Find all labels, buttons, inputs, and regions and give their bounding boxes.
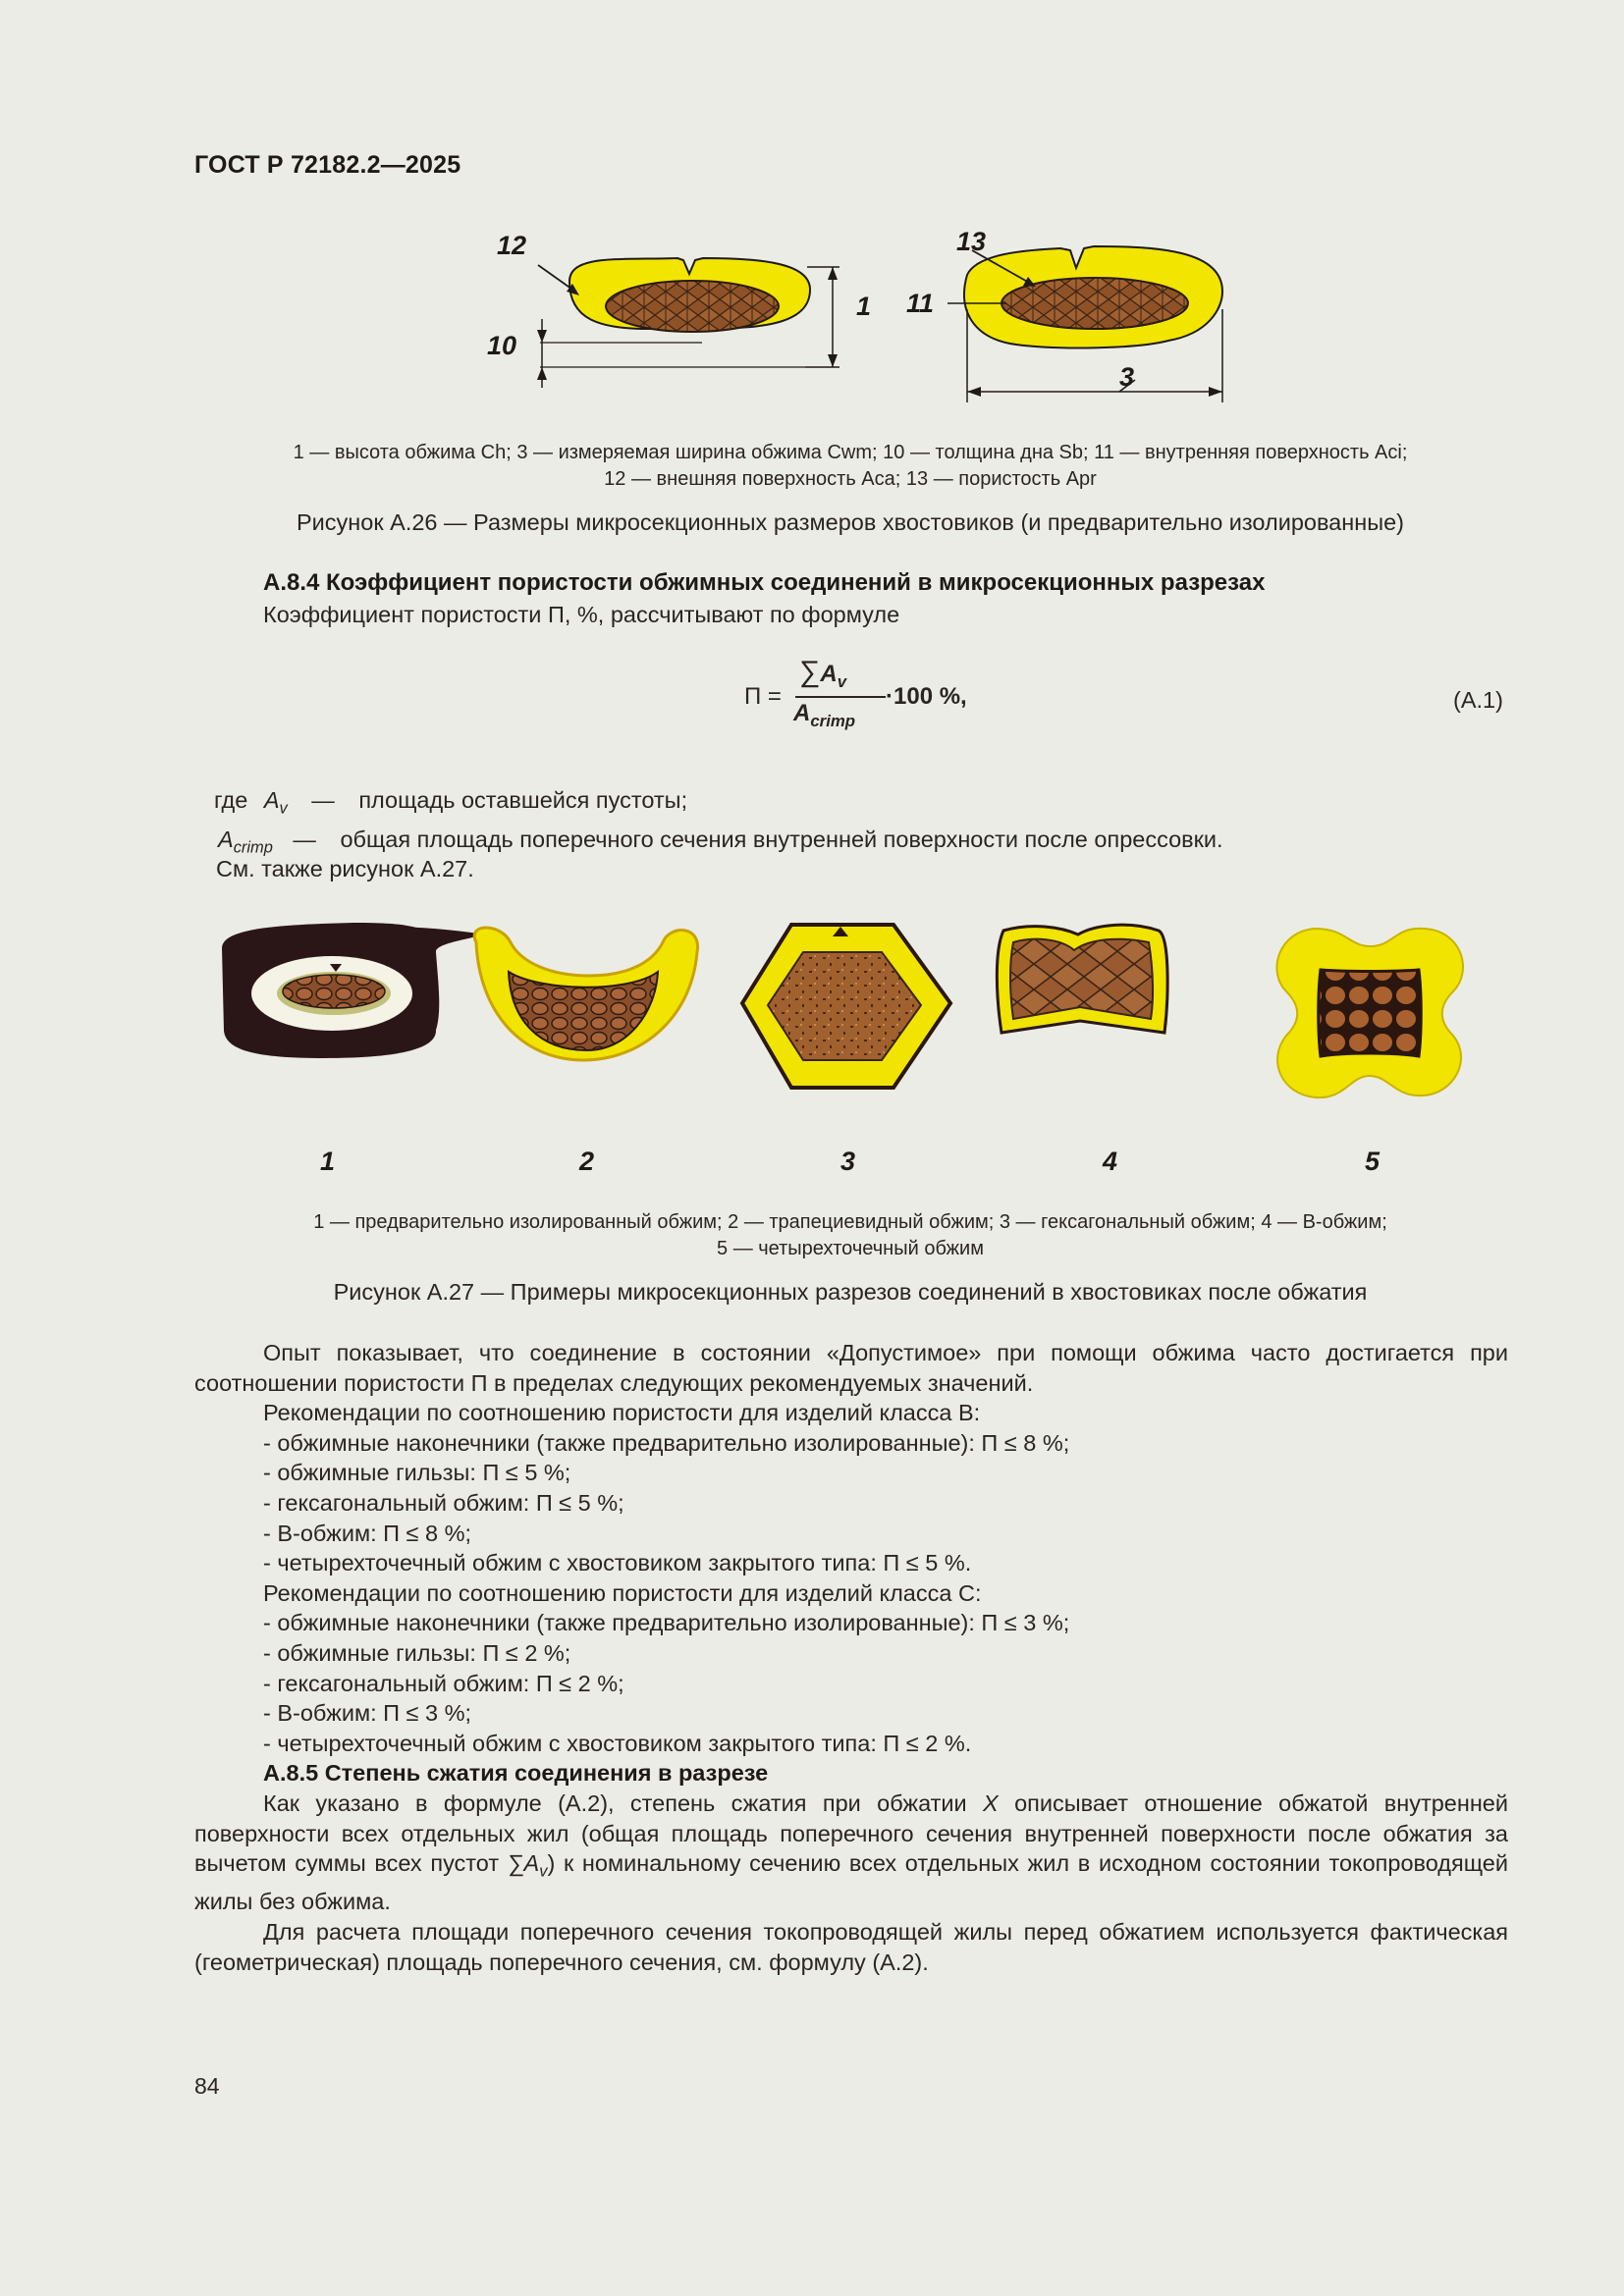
callout-1: 1 <box>856 292 872 321</box>
section-a84-heading: А.8.4 Коэффициент пористости обжимных соединений в микросекционных разрезах <box>263 569 1266 596</box>
example-number-3: 3 <box>840 1147 856 1176</box>
class-b-item: - четырехточечный обжим с хвостовиком закрытого типа: П ≤ 5 %. <box>263 1550 972 1576</box>
callout-13: 13 <box>956 227 987 256</box>
section-a84-intro: Коэффициент пористости П, %, рассчитывают по формуле <box>263 602 900 627</box>
class-b-title: Рекомендации по соотношению пористости для изделий класса В: <box>263 1400 981 1426</box>
class-b-item: - гексагональный обжим: П ≤ 5 %; <box>263 1489 624 1516</box>
class-b-item: - В-обжим: П ≤ 8 %; <box>263 1520 472 1546</box>
figure-a26-legend-line-2: 12 — внешняя поверхность Aca; 13 — пористость Apr <box>604 468 1097 490</box>
see-also: См. также рисунок А.27. <box>216 856 474 881</box>
formula-lhs: П = <box>744 683 782 710</box>
figure-a27-legend-line-1: 1 — предварительно изолированный обжим; 2 — трапециевидный обжим; 3 — гексагональный обжим; 4 — В-обжим; <box>313 1211 1387 1233</box>
class-b-item: - обжимные наконечники (также предварительно изолированные): П ≤ 8 %; <box>263 1429 1070 1456</box>
crimp-cross-section-right <box>947 246 1222 402</box>
callout-10: 10 <box>487 331 517 360</box>
figure-a27-caption: Рисунок А.27 — Примеры микросекционных разрезов соединений в хвостовиках после обжатия <box>333 1279 1368 1305</box>
figure-a27-legend-line-2: 5 — четырехточечный обжим <box>717 1238 984 1259</box>
where-label: где <box>214 787 248 813</box>
formula-number: (А.1) <box>1453 687 1503 713</box>
figure-a26-caption: Рисунок А.26 — Размеры микросекционных размеров хвостовиков (и предварительно изолированные) <box>296 509 1404 535</box>
definition-acrimp: $A_{crimp}$ — общая площадь поперечного сечения внутренней поверхности после опрессовки. <box>218 827 1223 857</box>
formula-numerator: $\sum A_v$ <box>799 656 847 691</box>
definition-av: где $A_v$ — площадь оставшейся пустоты; <box>214 787 688 818</box>
crimp-example-4-b-crimp <box>997 925 1167 1033</box>
callout-11: 11 <box>906 289 935 318</box>
formula-a1 <box>744 656 1000 744</box>
class-c-item: - обжимные гильзы: П ≤ 2 %; <box>263 1639 571 1666</box>
paragraph-compression: Как указано в формуле (А.2), степень сжатия при обжатии X описывает отношение обжатой внутренней поверхности всех отдельных жил (общая площадь поперечного сечения внутренней поверхности после обжатия за вычетом суммы всех пустот $\sum A_v$) к номинальному сечению всех отдельных жил в исходном состоянии токопроводящей жилы без обжима. <box>194 1789 1508 1915</box>
class-c-item: - гексагональный обжим: П ≤ 2 %; <box>263 1670 624 1696</box>
example-number-5: 5 <box>1365 1147 1380 1176</box>
figure-a26-legend-line-1: 1 — высота обжима Ch; 3 — измеряемая ширина обжима Cwm; 10 — толщина дна Sb; 11 — внутренняя поверхность Aci; <box>293 442 1408 463</box>
figure-a27 <box>216 913 1492 1188</box>
body-text <box>194 1338 1508 1977</box>
callout-3: 3 <box>1119 362 1135 392</box>
class-c-item: - четырехточечный обжим с хвостовиком закрытого типа: П ≤ 2 %. <box>263 1730 972 1756</box>
crimp-example-1-pre-insulated <box>222 923 479 1058</box>
example-number-2: 2 <box>579 1147 595 1176</box>
document-header: ГОСТ Р 72182.2—2025 <box>194 151 461 179</box>
example-number-4: 4 <box>1103 1147 1118 1176</box>
paragraph-experience: Опыт показывает, что соединение в состоянии «Допустимое» при помощи обжима часто достигается при соотношении пористости П в пределах следующих рекомендуемых значений. <box>194 1340 1508 1396</box>
figure-a26 <box>471 221 1257 407</box>
page-number: 84 <box>194 2073 220 2099</box>
class-c-item: - В-обжим: П ≤ 3 %; <box>263 1700 472 1727</box>
example-number-1: 1 <box>320 1147 336 1176</box>
section-a85-heading: А.8.5 Степень сжатия соединения в разрезе <box>263 1760 769 1787</box>
paragraph-geometric-area: Для расчета площади поперечного сечения токопроводящей жилы перед обжатием используется фактическая (геометрическая) площадь поперечного сечения, см. формулу (А.2). <box>194 1918 1508 1975</box>
crimp-example-3-hexagonal <box>742 925 950 1088</box>
class-c-item: - обжимные наконечники (также предварительно изолированные): П ≤ 3 %; <box>263 1610 1070 1636</box>
formula-denominator: $A_{crimp}$ <box>793 700 856 730</box>
sum-symbol: ∑ <box>799 656 821 688</box>
crimp-cross-section-left <box>537 258 839 388</box>
fraction-bar <box>795 696 886 698</box>
crimp-example-5-four-point <box>1276 929 1463 1097</box>
class-c-title: Рекомендации по соотношению пористости для изделий класса С: <box>263 1579 982 1606</box>
figure-a26-legend <box>191 440 1509 493</box>
callout-12: 12 <box>497 231 527 260</box>
class-b-item: - обжимные гильзы: П ≤ 5 %; <box>263 1460 571 1486</box>
crimp-example-2-trapezoidal <box>474 928 697 1060</box>
figure-a27-legend <box>191 1209 1509 1262</box>
formula-multiplier: ·100 %, <box>886 683 967 710</box>
